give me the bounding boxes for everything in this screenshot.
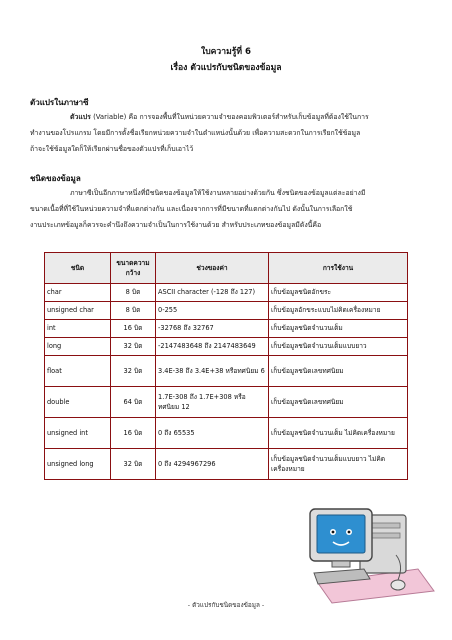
cell-usage: เก็บข้อมูลชนิดจำนวนเต็ม ไม่คิดเครื่องหมาย: [269, 418, 408, 449]
page-footer: - ตัวแปรกับชนิดของข้อมูล -: [187, 601, 265, 609]
cell-range: 0 ถึง 65535: [156, 418, 269, 449]
paragraph-line: ทำงานของโปรแกรม โดยมีการตั้งชื่อเรียกหน่วยความจำในตำแหน่งนั้นด้วย เพื่อความสะดวกในการเรียกใช้ข้อมูล: [30, 129, 361, 137]
paragraph-line: ขนาดเนื้อที่ที่ใช้ในหน่วยความจำที่แตกต่างกัน และเนื่องจากการที่มีขนาดที่แตกต่างกันไป ดังนั้นในการเลือกใช้: [30, 205, 353, 213]
term-variable: ตัวแปร: [70, 113, 91, 121]
section-heading-variables: ตัวแปรในภาษาซี: [30, 98, 89, 107]
cell-range: 0-255: [156, 302, 269, 320]
cell-size: 8 บิต: [111, 302, 156, 320]
cell-range: -2147483648 ถึง 2147483649: [156, 338, 269, 356]
cell-size: 32 บิต: [111, 338, 156, 356]
cell-type: unsigned char: [45, 302, 111, 320]
table-row: [45, 387, 408, 418]
cell-usage: เก็บข้อมูลชนิดจำนวนเต็ม: [269, 320, 408, 338]
header-usage: การใช้งาน: [269, 253, 408, 284]
cell-range: -32768 ถึง 32767: [156, 320, 269, 338]
page-subtitle: เรื่อง ตัวแปรกับชนิดของข้อมูล: [170, 63, 282, 73]
cell-size: 16 บิต: [111, 320, 156, 338]
cell-range: ASCII character (-128 ถึง 127): [156, 284, 269, 302]
table-row: [45, 356, 408, 387]
datatypes-paragraph: [30, 185, 425, 233]
paragraph-line: ตัวแปร (Variable) คือ การจองพื้นที่ในหน่วยความจำของคอมพิวเตอร์สำหรับเก็บข้อมูลที่ต้องใช้ในการ: [70, 113, 369, 121]
table-row: [45, 320, 408, 338]
cell-size: 32 บิต: [111, 356, 156, 387]
paragraph-line: ภาษาซีเป็นอีกภาษาหนึ่งที่มีชนิดของข้อมูลให้ใช้งานหลายอย่างด้วยกัน ซึ่งชนิดของข้อมูลแต่ละอย่างมี: [70, 189, 366, 197]
table-row: [45, 449, 408, 480]
cell-usage: เก็บข้อมูลอักขระแบบไม่คิดเครื่องหมาย: [269, 302, 408, 320]
section-heading-datatypes: ชนิดของข้อมูล: [30, 174, 81, 183]
header-range: ช่วงของค่า: [156, 253, 269, 284]
header-size: ขนาดความกว้าง: [111, 253, 156, 284]
paragraph-line: งานประเภทข้อมูลก็ควรจะคำนึงถึงความจำเป็นในการใช้งานด้วย สำหรับประเภทของข้อมูลมีดังนี้คือ: [30, 221, 322, 229]
cell-size: 16 บิต: [111, 418, 156, 449]
cell-range: 1.7E-308 ถึง 1.7E+308 หรือทศนิยม 12: [156, 387, 269, 418]
cell-range: 0 ถึง 4294967296: [156, 449, 269, 480]
header-type: ชนิด: [45, 253, 111, 284]
cell-type: long: [45, 338, 111, 356]
paragraph-line: ถ้าจะใช้ข้อมูลใดก็ให้เรียกผ่านชื่อของตัวแปรที่เก็บเอาไว้: [30, 145, 194, 153]
cell-type: double: [45, 387, 111, 418]
variables-paragraph: [30, 109, 425, 157]
page-title: ใบความรู้ที่ 6: [201, 47, 251, 57]
computer-clipart-icon: [300, 495, 440, 605]
table-header-row: [45, 253, 408, 284]
cell-type: unsigned int: [45, 418, 111, 449]
table-row: [45, 418, 408, 449]
table-row: [45, 302, 408, 320]
cell-type: char: [45, 284, 111, 302]
cell-type: int: [45, 320, 111, 338]
cell-size: 64 บิต: [111, 387, 156, 418]
cell-usage: เก็บข้อมูลชนิดเลขทศนิยม: [269, 387, 408, 418]
datatype-table: [44, 252, 408, 480]
cell-size: 32 บิต: [111, 449, 156, 480]
cell-range: 3.4E-38 ถึง 3.4E+38 หรือทศนิยม 6: [156, 356, 269, 387]
cell-type: float: [45, 356, 111, 387]
cell-usage: เก็บข้อมูลชนิดจำนวนเต็มแบบยาว ไม่คิดเครื่องหมาย: [269, 449, 408, 480]
cell-type: unsigned long: [45, 449, 111, 480]
table-row: [45, 284, 408, 302]
cell-usage: เก็บข้อมูลชนิดอักขระ: [269, 284, 408, 302]
cell-usage: เก็บข้อมูลชนิดจำนวนเต็มแบบยาว: [269, 338, 408, 356]
cell-size: 8 บิต: [111, 284, 156, 302]
table-row: [45, 338, 408, 356]
cell-usage: เก็บข้อมูลชนิดเลขทศนิยม: [269, 356, 408, 387]
